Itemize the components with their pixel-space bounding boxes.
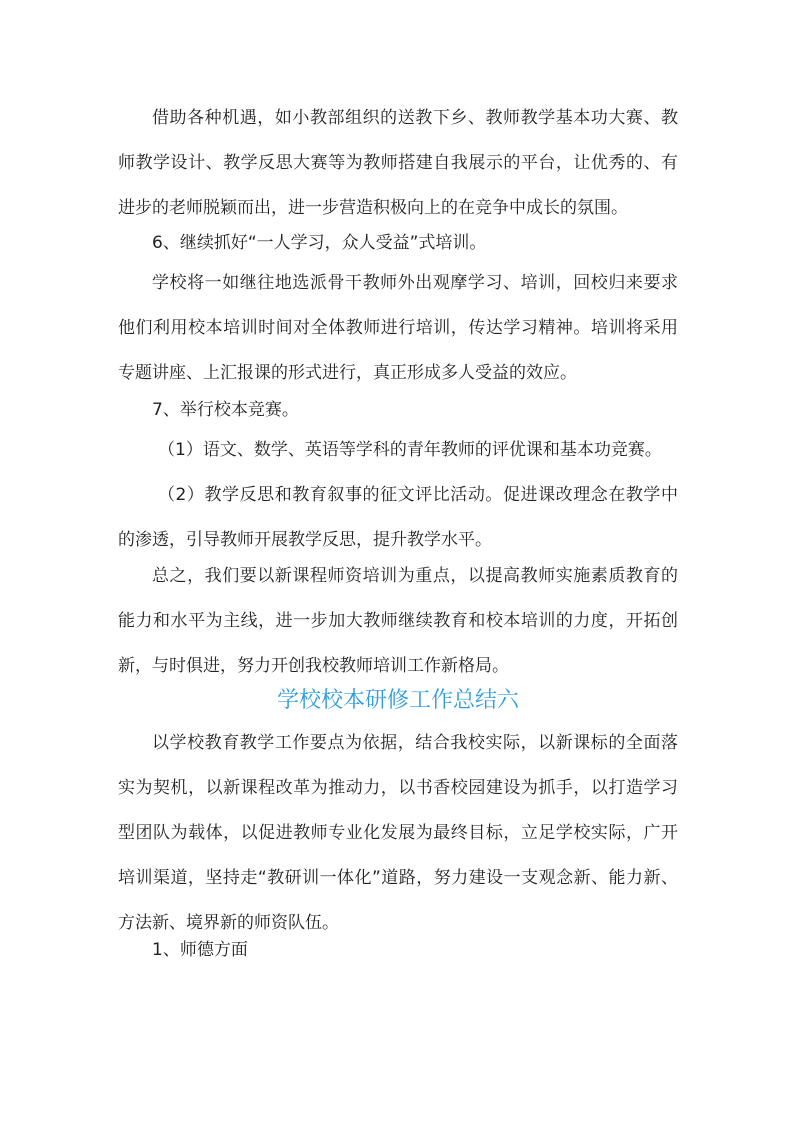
paragraph-opportunities: 借助各种机遇，如小教部组织的送教下乡、教师教学基本功大赛、教师教学设计、教学反思大赛等为教师搭建自我展示的平台，让优秀的、有进步的老师脱颖而出，进一步营造积极向上的在竞争中成长的氛围。 bbox=[118, 108, 678, 218]
paragraph-section-intro: 以学校教育教学工作要点为依据，结合我校实际，以新课标的全面落实为契机，以新课程改革为推动力，以书香校园建设为抓手，以打造学习型团队为载体，以促进教师专业化发展为最终目标，立足学校实际，广开培训渠道，坚持走“教研训一体化”道路，努力建设一支观念新、能力新、方法新、境界新的师资队伍。 bbox=[118, 733, 678, 933]
paragraph-item-7-title: 7、举行校本竞赛。 bbox=[152, 400, 299, 420]
paragraph-subitem-2: （2）教学反思和教育叙事的征文评比活动。促进课改理念在教学中的渗透，引导教师开展教学反思，提升教学水平。 bbox=[118, 485, 678, 550]
paragraph-conclusion: 总之，我们要以新课程师资培训为重点，以提高教师实施素质教育的能力和水平为主线，进一步加大教师继续教育和校本培训的力度，开拓创新，与时俱进，努力开创我校教师培训工作新格局。 bbox=[118, 566, 678, 676]
section-heading: 学校校本研修工作总结六 bbox=[276, 688, 519, 713]
paragraph-subitem-1: （1）语文、数学、英语等学科的青年教师的评优课和基本功竞赛。 bbox=[158, 440, 662, 460]
paragraph-training-description: 学校将一如继往地选派骨干教师外出观摩学习、培训，回校归来要求他们利用校本培训时间对全体教师进行培训，传达学习精神。培训将采用专题讲座、上汇报课的形式进行，真正形成多人受益的效应。 bbox=[118, 273, 678, 383]
paragraph-item-1-title: 1、师德方面 bbox=[152, 940, 248, 960]
paragraph-item-6-title: 6、继续抓好“一人学习，众人受益”式培训。 bbox=[152, 233, 487, 253]
